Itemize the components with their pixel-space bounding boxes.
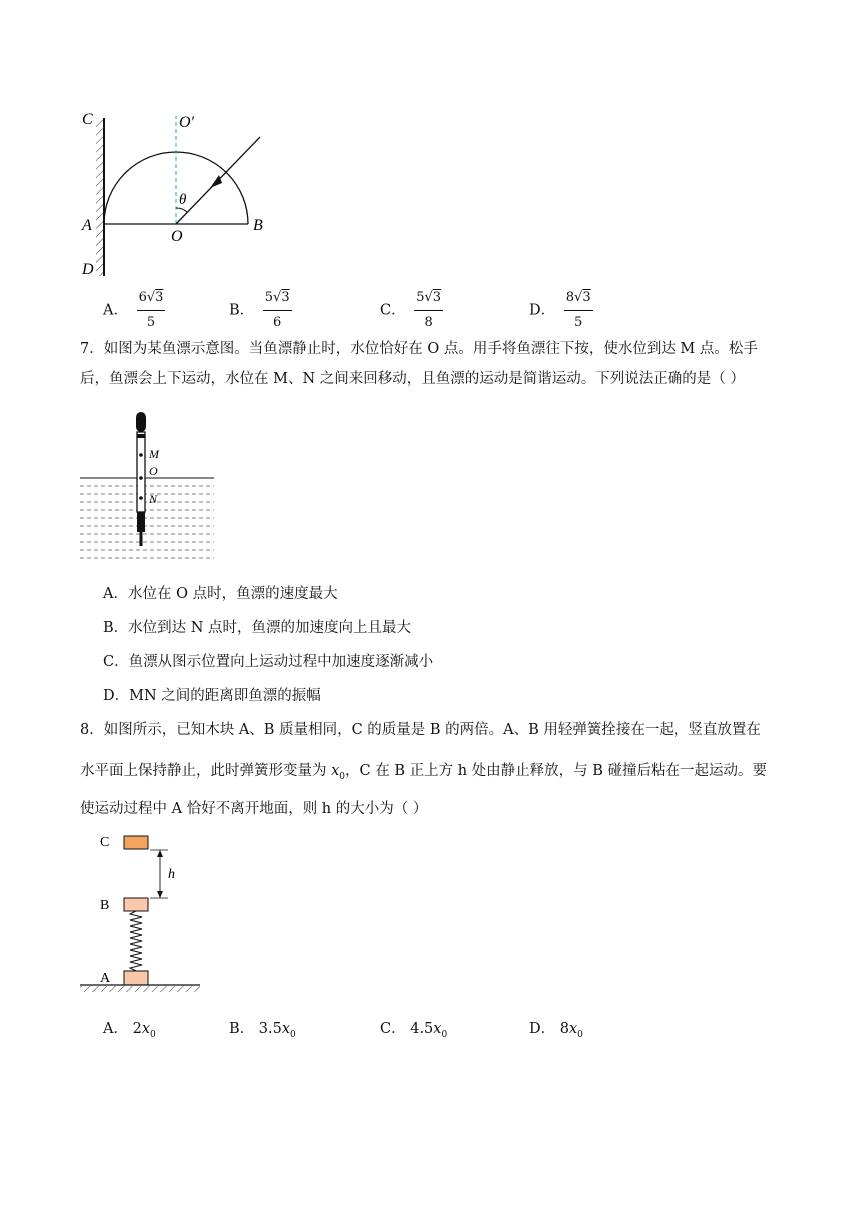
label-a: A xyxy=(82,217,92,234)
float-top xyxy=(136,412,146,432)
ground-hatch xyxy=(80,986,200,992)
q6-option-b[interactable]: B． $\frac{5√3}{6}$ xyxy=(229,287,292,334)
block-b xyxy=(124,898,148,911)
label-b: B xyxy=(100,898,110,913)
mark-m xyxy=(139,453,143,457)
ray-arrow-icon xyxy=(210,175,222,188)
spring xyxy=(130,911,142,971)
q6-option-c[interactable]: C． $\frac{5√3}{8}$ xyxy=(380,287,443,334)
float-bottom xyxy=(137,512,145,532)
q6-option-a[interactable]: A． $\frac{6√3}{5}$ xyxy=(103,287,165,334)
theta-arc xyxy=(176,208,187,212)
arrow-down-icon xyxy=(157,891,163,898)
q7-stem-line1: 7．如图为某鱼漂示意图。当鱼漂静止时，水位恰好在 O 点。用手将鱼漂往下按，使水位到达 M 点。松手 xyxy=(80,341,758,357)
q8-option-a[interactable]: A． $2x_0$ xyxy=(103,1021,156,1040)
q7-stem-line2: 后，鱼漂会上下运动，水位在 M、N 之间来回移动，且鱼漂的运动是简谐运动。下列说法正确的是（ ） xyxy=(80,371,745,387)
float-stem xyxy=(137,432,145,512)
arrow-up-icon xyxy=(157,850,163,857)
block-c xyxy=(124,836,148,849)
fraction: $\frac{8√3}{5}$ xyxy=(564,287,593,334)
q6-option-d[interactable]: D． $\frac{8√3}{5}$ xyxy=(529,287,593,334)
fishing-float-figure xyxy=(80,408,216,568)
label-a: A xyxy=(100,971,111,986)
q8-stem-line1: 8．如图所示，已知木块 A、B 质量相同，C 的质量是 B 的两倍。A、B 用轻弹簧拴接在一起，竖直放置在 xyxy=(80,722,761,738)
q7-option-b[interactable]: B．水位到达 N 点时，鱼漂的加速度向上且最大 xyxy=(103,620,412,636)
q7-option-d[interactable]: D．MN 之间的距离即鱼漂的振幅 xyxy=(103,688,321,704)
water-lines xyxy=(80,486,214,558)
label-theta: θ xyxy=(179,192,187,208)
q8-option-b[interactable]: B． $3.5x_0$ xyxy=(229,1021,296,1040)
label-o: O xyxy=(149,464,158,478)
fraction: $\frac{5√3}{8}$ xyxy=(414,287,443,334)
label-h: h xyxy=(168,867,175,882)
q8-option-c[interactable]: C． $4.5x_0$ xyxy=(380,1021,448,1040)
mark-n xyxy=(139,496,143,500)
mark-o xyxy=(139,476,143,480)
fraction: $\frac{6√3}{5}$ xyxy=(137,287,166,334)
q8-stem-line2: 水平面上保持静止，此时弹簧形变量为 $x_0$，C 在 B 正上方 h 处由静止释放，与 B 碰撞后粘在一起运动。要 xyxy=(80,763,768,782)
label-b: B xyxy=(253,217,263,234)
label-c: C xyxy=(100,835,110,850)
q8-option-d[interactable]: D． $8x_0$ xyxy=(529,1021,583,1040)
q8-stem-line3: 使运动过程中 A 恰好不离开地面，则 h 的大小为（ ） xyxy=(80,801,428,817)
semicircle-refraction-figure xyxy=(76,104,276,282)
label-o: O xyxy=(171,228,183,245)
label-c: C xyxy=(82,111,93,128)
label-o-prime: O′ xyxy=(179,114,195,131)
spring-blocks-figure xyxy=(80,826,204,998)
label-d: D xyxy=(82,261,94,278)
q7-option-a[interactable]: A．水位在 O 点时，鱼漂的速度最大 xyxy=(103,586,338,602)
q7-option-c[interactable]: C．鱼漂从图示位置向上运动过程中加速度逐渐减小 xyxy=(103,654,434,670)
fraction: $\frac{5√3}{6}$ xyxy=(263,287,292,334)
wall-hatch xyxy=(96,118,104,276)
block-a xyxy=(124,971,148,985)
label-n: N xyxy=(149,492,158,506)
label-m: M xyxy=(149,447,159,461)
